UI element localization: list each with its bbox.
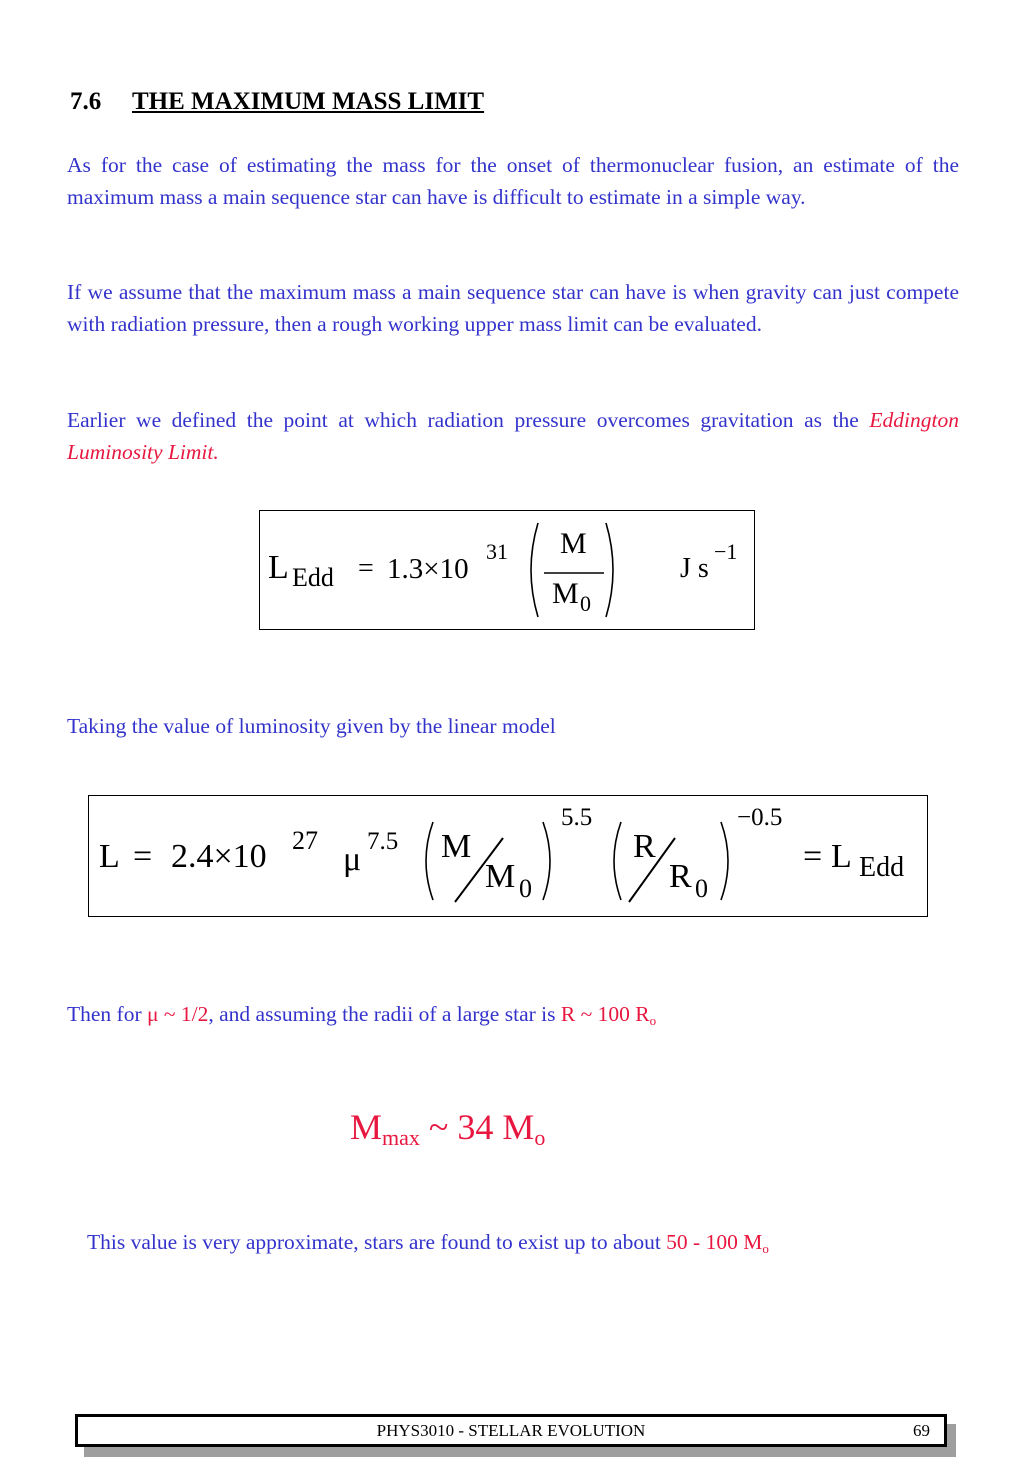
eq2-radius-denominator-sub: 0 xyxy=(695,874,708,903)
paragraph-eddington xyxy=(67,404,959,468)
radius-value-text: R ~ 100 R xyxy=(560,1002,650,1026)
assumptions-text-a: Then for xyxy=(67,1002,147,1026)
result-value-sub: o xyxy=(534,1125,546,1150)
result-value: ~ 34 M xyxy=(419,1107,535,1147)
eq1-unit-exponent: −1 xyxy=(714,539,738,564)
eddington-equation-box xyxy=(259,510,755,630)
eq1-numerator-m: M xyxy=(560,527,587,560)
page-footer xyxy=(75,1414,947,1447)
assumptions-text-b: , and assuming the radii of a large star is xyxy=(208,1002,561,1026)
mass-range-text: 50 - 100 M xyxy=(666,1230,763,1254)
eq2-mu-exponent: 7.5 xyxy=(367,828,399,855)
paragraph-intro: As for the case of estimating the mass for the onset of thermonuclear fusion, an estimate of the maximum mass a main sequence star can have is difficult to estimate in a simple way. xyxy=(67,153,959,209)
eq2-radius-numerator: R xyxy=(633,828,656,865)
section-title: THE MAXIMUM MASS LIMIT xyxy=(132,88,485,115)
eq2-radius-denominator: R xyxy=(669,858,692,895)
eq2-rhs-equals: = xyxy=(803,838,823,875)
mass-range-sub: o xyxy=(762,1241,769,1256)
eq1-l: L xyxy=(268,549,289,586)
closing-line xyxy=(87,1230,769,1257)
eq2-rhs-l: L xyxy=(831,838,852,875)
eq1-equals: = xyxy=(358,553,374,584)
result-m: M xyxy=(350,1107,383,1147)
eq2-mu: μ xyxy=(343,841,362,878)
eddington-limit-term: Eddington Luminosity Limit. xyxy=(67,408,959,464)
eq2-l: L xyxy=(99,838,120,875)
linear-model-equation-box xyxy=(88,795,928,917)
eq2-equals: = xyxy=(133,838,153,875)
eq1-denominator-m: M xyxy=(552,577,579,610)
eq1-unit: J s xyxy=(680,553,709,584)
eq1-sub-edd: Edd xyxy=(292,563,334,592)
eq2-mass-numerator: M xyxy=(441,828,472,865)
linear-model-text: Taking the value of luminosity given by the linear model xyxy=(67,714,556,738)
eq2-rhs-sub-edd: Edd xyxy=(859,852,905,883)
eq2-radius-exponent: −0.5 xyxy=(737,804,783,831)
result-m-sub: max xyxy=(382,1125,420,1150)
section-heading xyxy=(70,88,484,116)
eq2-mass-denominator-sub: 0 xyxy=(519,874,532,903)
mass-range xyxy=(666,1230,769,1254)
eq2-coefficient: 2.4×10 xyxy=(171,838,267,875)
eq2-mass-exponent: 5.5 xyxy=(561,804,593,831)
mu-value: μ ~ 1/2 xyxy=(147,1002,209,1026)
paragraph-assumption: If we assume that the maximum mass a main sequence star can have is when gravity can just compete with radiation pressure, then a rough working upper mass limit can be evaluated. xyxy=(67,280,959,336)
section-number: 7.6 xyxy=(70,88,102,115)
closing-text: This value is very approximate, stars are found to exist up to about xyxy=(87,1230,667,1254)
eq1-exponent: 31 xyxy=(486,539,508,564)
eq1-denominator-sub: 0 xyxy=(580,591,591,616)
footer-course-title: PHYS3010 - STELLAR EVOLUTION xyxy=(376,1421,646,1440)
eq2-exponent: 27 xyxy=(292,826,318,855)
eq1-coefficient: 1.3×10 xyxy=(387,553,469,585)
footer-page-number: 69 xyxy=(913,1421,930,1440)
eq2-mass-denominator: M xyxy=(485,858,516,895)
max-mass-result xyxy=(350,1106,545,1151)
paragraph-eddington-text: Earlier we defined the point at which radiation pressure overcomes gravitation as the xyxy=(67,408,870,432)
radius-value-sub: o xyxy=(649,1013,657,1028)
assumptions-line xyxy=(67,1002,656,1029)
radius-value xyxy=(561,1002,656,1026)
